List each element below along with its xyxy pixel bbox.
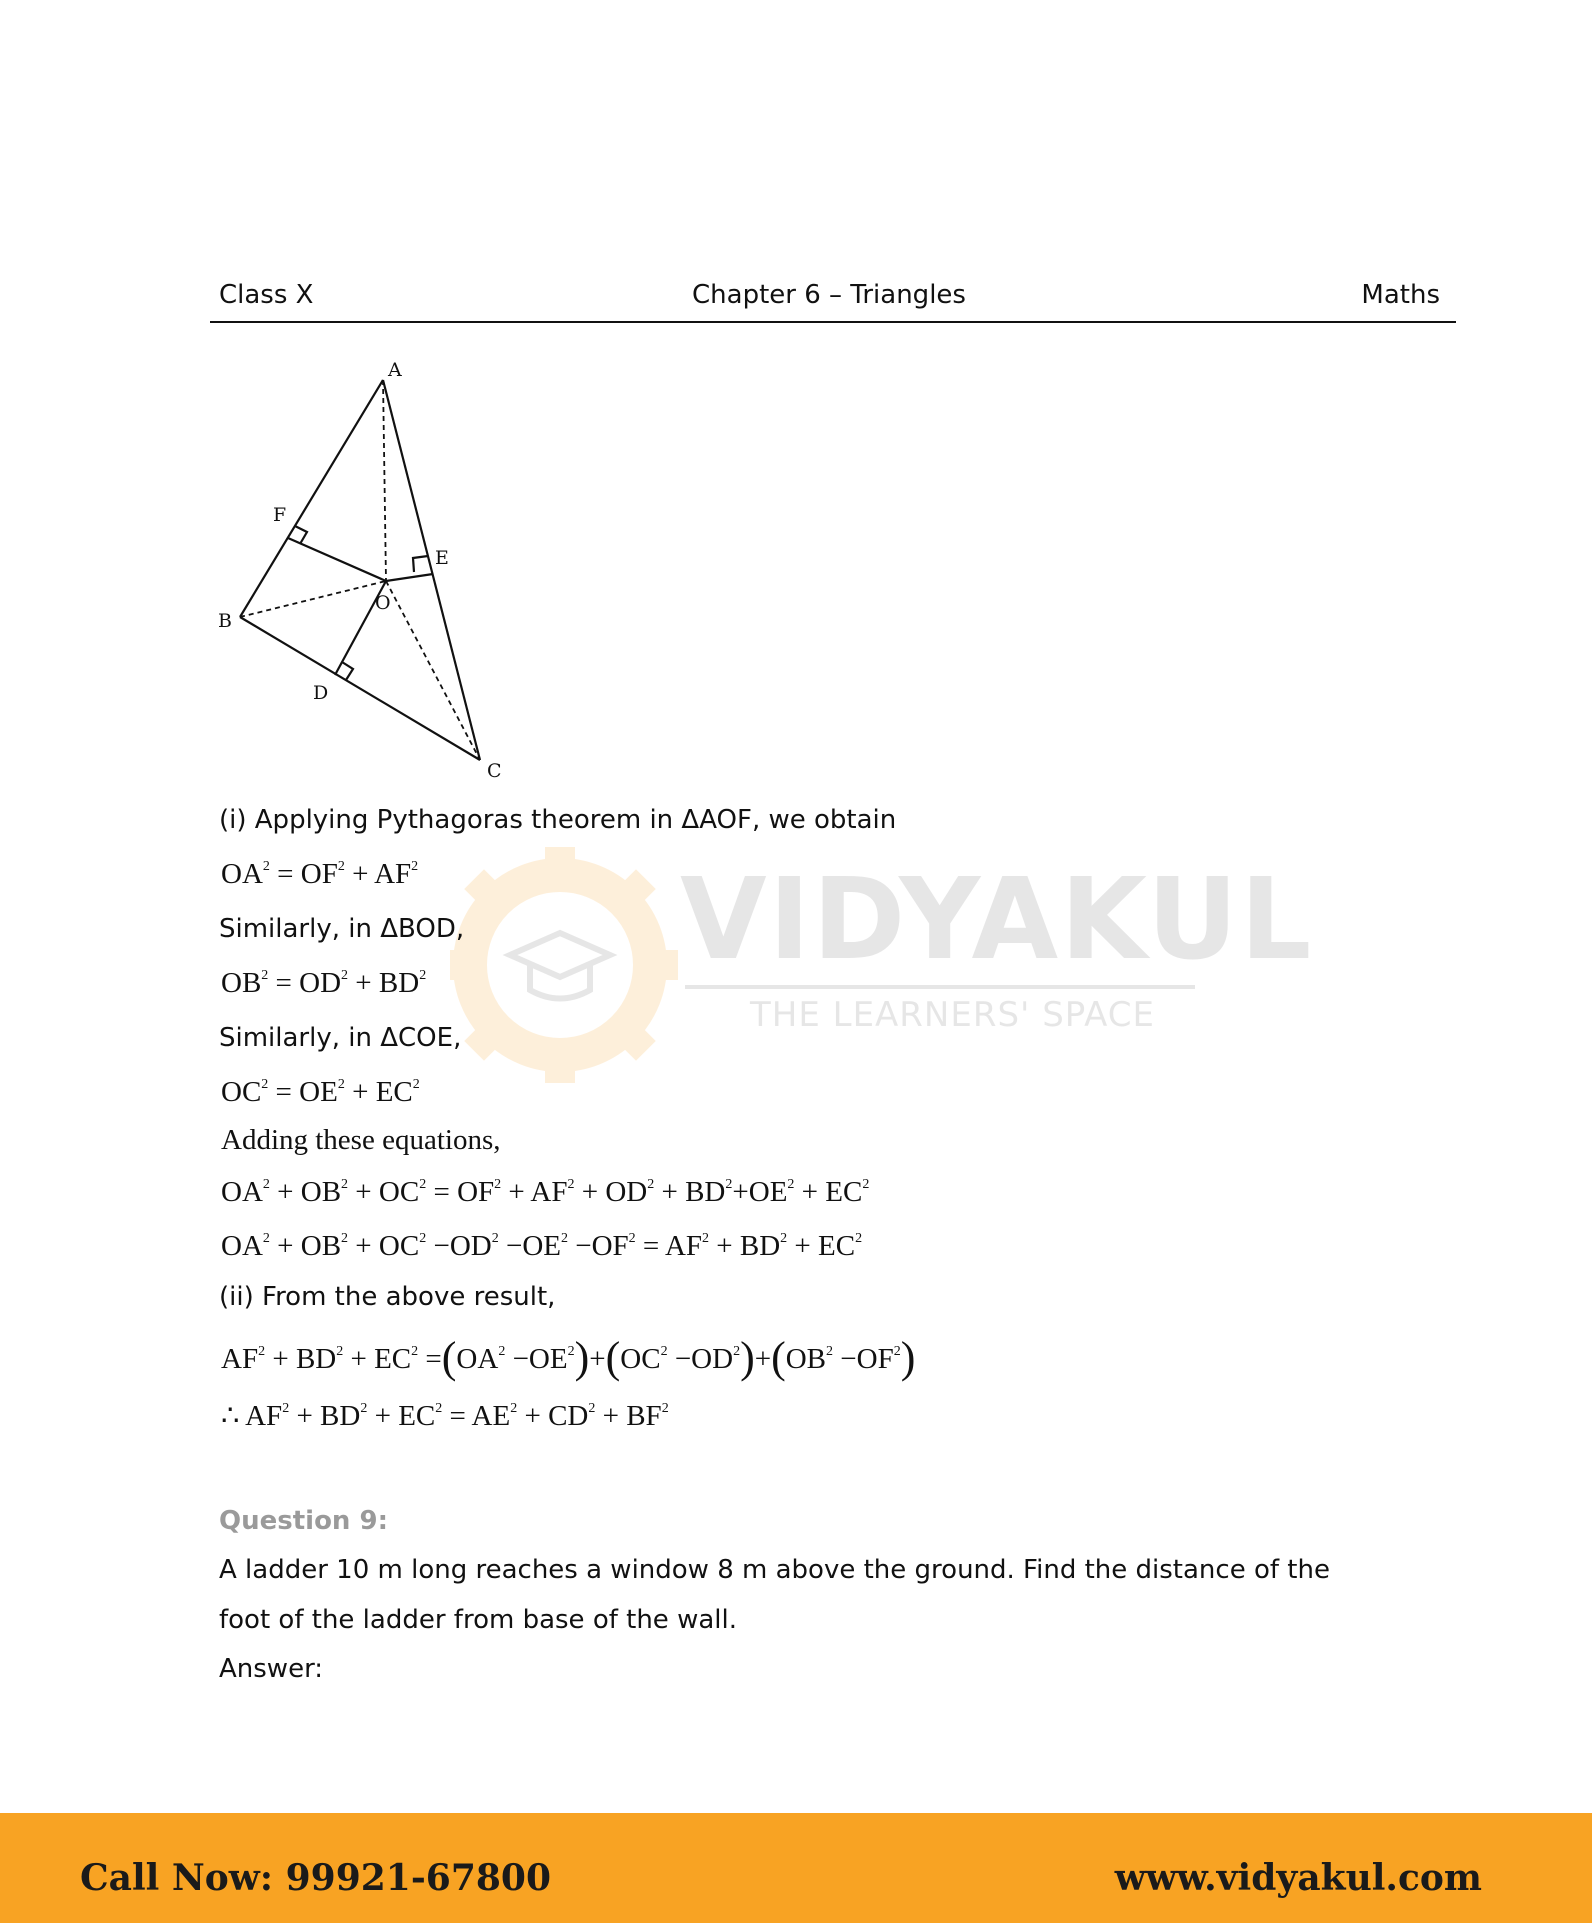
label-d: D xyxy=(313,682,329,704)
label-c: C xyxy=(487,760,502,782)
watermark-tagline: THE LEARNERS' SPACE xyxy=(750,995,1156,1035)
label-b: B xyxy=(218,610,232,632)
part1-intro: (i) Applying Pythagoras theorem in ΔAOF, we obtain xyxy=(219,805,897,835)
header-subject: Maths xyxy=(1361,280,1440,310)
watermark xyxy=(450,835,1314,1095)
footer-website-link[interactable]: www.vidyakul.com xyxy=(1114,1857,1482,1899)
similarly-bod: Similarly, in ΔBOD, xyxy=(219,914,465,944)
question-9-text-line2: foot of the ladder from base of the wall. xyxy=(219,1605,737,1635)
equation-sum: $OA^2 + OB^2 + OC^2 = OF^2 + AF^2 + OD^2 + BD^2+OE^2 + EC^2$ xyxy=(221,1176,870,1208)
label-o: O xyxy=(375,592,391,614)
watermark-rule xyxy=(685,985,1195,989)
header-rule xyxy=(210,321,1456,323)
adding-equations: Adding these equations, xyxy=(221,1124,501,1156)
footer-banner xyxy=(0,1813,1592,1923)
part2-intro: (ii) From the above result, xyxy=(219,1282,556,1312)
label-f: F xyxy=(273,504,287,526)
question-9-title: Question 9: xyxy=(219,1506,388,1536)
header-chapter: Chapter 6 – Triangles xyxy=(692,280,966,310)
equation-oc: $OC^2 = OE^2 + EC^2$ xyxy=(221,1076,420,1108)
similarly-coe: Similarly, in ΔCOE, xyxy=(219,1023,462,1053)
equation-rearranged: $OA^2 + OB^2 + OC^2 -OD^2 -OE^2 -OF^2 = AF^2 + BD^2 + EC^2$ xyxy=(221,1230,863,1262)
graduation-cap-icon xyxy=(510,933,610,999)
footer-phone[interactable]: Call Now: 99921-67800 xyxy=(80,1857,552,1899)
label-e: E xyxy=(435,547,449,569)
gear-icon xyxy=(450,835,680,1085)
equation-oa: $OA^2 = OF^2 + AF^2$ xyxy=(221,858,419,890)
question-9-text-line1: A ladder 10 m long reaches a window 8 m above the ground. Find the distance of the xyxy=(219,1555,1330,1585)
label-a: A xyxy=(388,359,402,381)
header-class: Class X xyxy=(219,280,314,310)
answer-label: Answer: xyxy=(219,1654,324,1684)
watermark-brand: VIDYAKUL xyxy=(680,855,1314,985)
equation-result: ∴ $AF^2 + BD^2 + EC^2 = AE^2 + CD^2 + BF^2$ xyxy=(221,1400,669,1432)
triangle-figure xyxy=(210,350,530,790)
equation-ob: $OB^2 = OD^2 + BD^2$ xyxy=(221,967,427,999)
equation-grouped: $AF^2 + BD^2 + EC^2 =(OA^2 -OE^2)+(OC^2 -OD^2)+(OB^2 -OF^2)$ xyxy=(221,1333,916,1382)
